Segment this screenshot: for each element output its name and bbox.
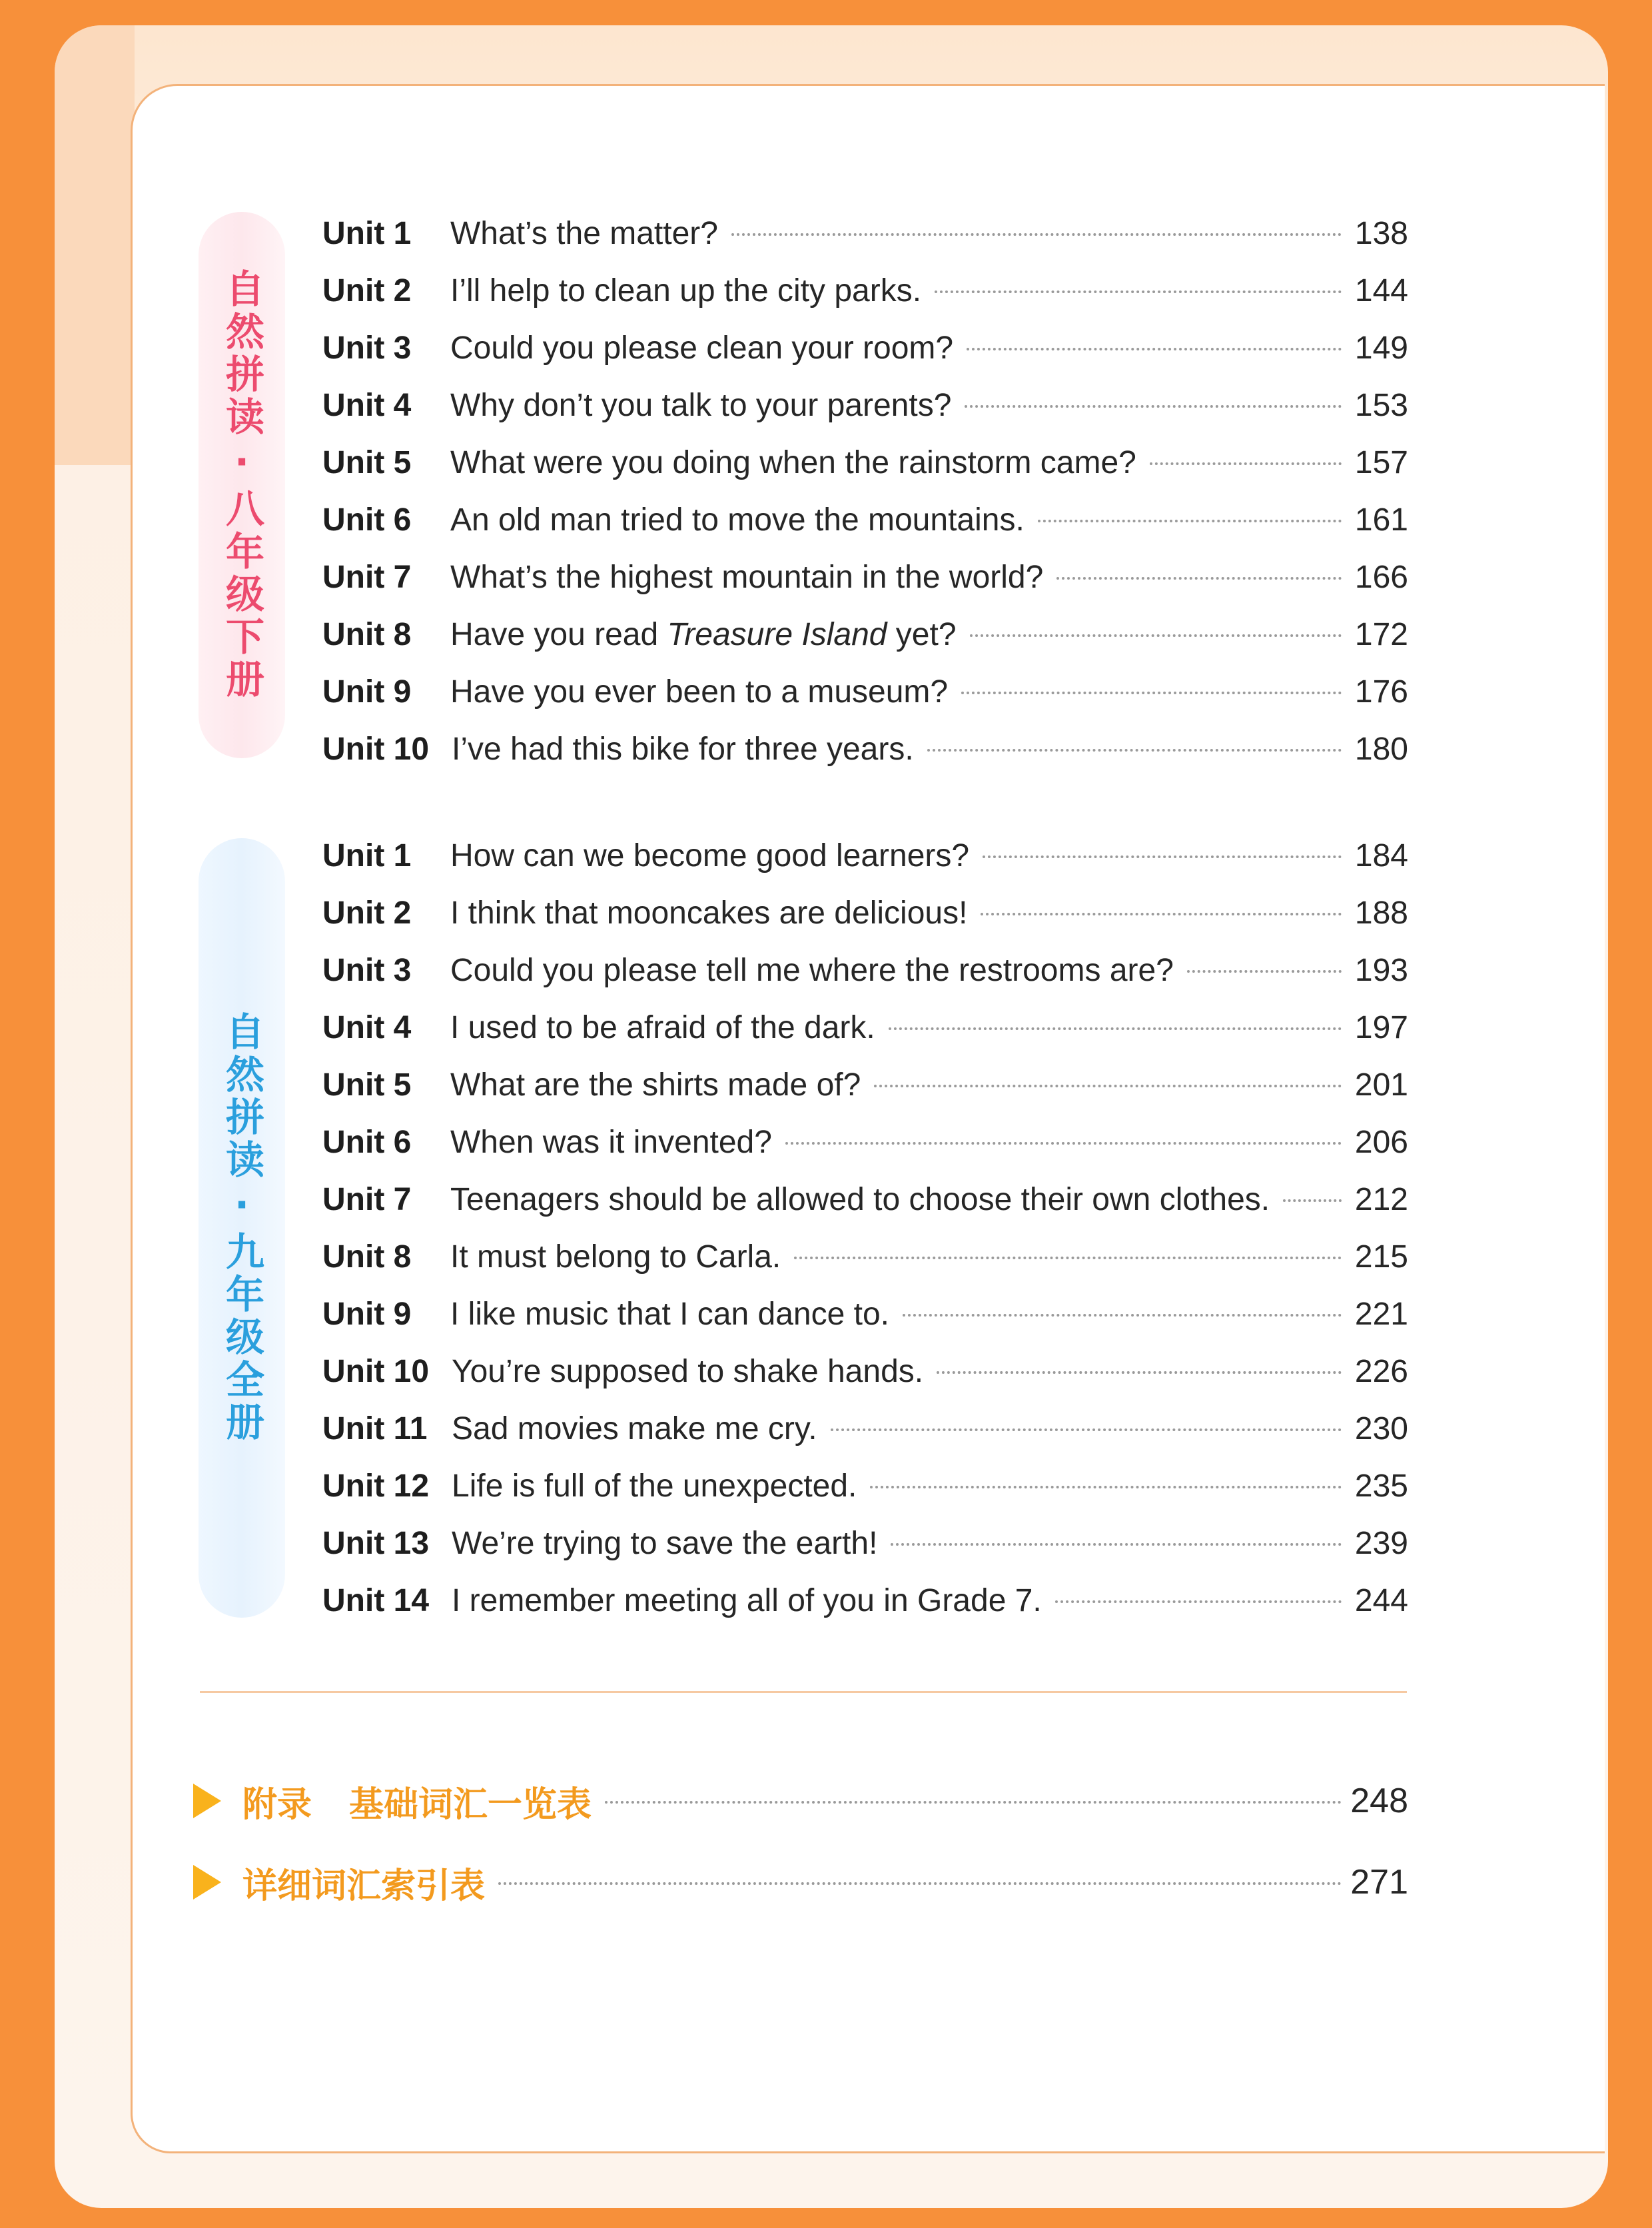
toc-entry-g8-unit1[interactable] [322,205,1408,261]
toc-entry-g8-unit8[interactable] [322,606,1408,662]
toc-entry-g8-unit7[interactable] [322,549,1408,605]
toc-entry-g9-unit13[interactable] [322,1515,1408,1571]
leader-dots [983,855,1342,858]
unit-title: Have you ever been to a museum? [450,674,949,710]
page-number: 166 [1354,559,1408,595]
leader-dots [605,1801,1342,1804]
section-label-grade9-text: 自然拼读·九年级全册 [219,1011,264,1444]
unit-number: Unit 13 [322,1525,430,1561]
leader-dots [1150,462,1342,465]
unit-number: Unit 5 [322,1067,412,1103]
leader-dots [1056,577,1342,580]
toc-entry-g9-unit3[interactable] [322,942,1408,998]
page-number: 138 [1354,215,1408,251]
toc-entry-g9-unit2[interactable] [322,885,1408,941]
leader-dots [937,1371,1342,1374]
index-title: 详细词汇索引表 [242,1866,486,1906]
unit-title: I’ll help to clean up the city parks. [450,273,922,308]
unit-title: How can we become good learners? [450,837,970,873]
page-number: 239 [1354,1525,1408,1561]
unit-number: Unit 9 [322,674,412,710]
page-number: 206 [1354,1124,1408,1160]
leader-dots [965,405,1342,408]
unit-title-pre: Have you read [450,616,667,652]
unit-number: Unit 6 [322,1124,412,1160]
toc-entry-g9-unit14[interactable] [322,1572,1408,1628]
page-number: 226 [1354,1353,1408,1389]
page-number: 230 [1354,1410,1408,1446]
toc-entry-g8-unit5[interactable] [322,434,1408,490]
unit-number: Unit 2 [322,273,412,308]
leader-dots [889,1027,1342,1030]
toc-entry-appendix[interactable] [193,1771,1408,1831]
unit-number: Unit 4 [322,387,412,423]
page-number: 172 [1354,616,1408,652]
unit-number: Unit 10 [322,731,430,767]
unit-number: Unit 4 [322,1009,412,1045]
toc-entry-g9-unit1[interactable] [322,828,1408,883]
leader-dots [1038,520,1342,522]
unit-title-post: yet? [887,616,957,652]
unit-title: You’re supposed to shake hands. [452,1353,924,1389]
page-number: 184 [1354,837,1408,873]
unit-title: I like music that I can dance to. [450,1296,889,1332]
page-number: 221 [1354,1296,1408,1332]
unit-title: What were you doing when the rainstorm came? [450,444,1136,480]
unit-number: Unit 6 [322,502,412,538]
toc-entry-g8-unit3[interactable] [322,320,1408,376]
toc-entry-g8-unit10[interactable] [322,721,1408,777]
unit-title: An old man tried to move the mountains. [450,502,1025,538]
page-number: 197 [1354,1009,1408,1045]
page-number: 176 [1354,674,1408,710]
leader-dots [1055,1600,1342,1603]
unit-number: Unit 2 [322,895,412,931]
toc-entry-g8-unit9[interactable] [322,664,1408,720]
unit-title: I think that mooncakes are delicious! [450,895,968,931]
leader-dots [981,913,1342,915]
unit-title: When was it invented? [450,1124,772,1160]
unit-title: It must belong to Carla. [450,1239,781,1275]
toc-entry-g9-unit10[interactable] [322,1343,1408,1399]
leader-dots [1283,1199,1342,1202]
page-number: 215 [1354,1239,1408,1275]
page-number: 161 [1354,502,1408,538]
unit-number: Unit 7 [322,559,412,595]
leader-dots [891,1543,1342,1546]
unit-number: Unit 12 [322,1468,430,1504]
unit-number: Unit 11 [322,1410,428,1446]
toc-entry-g9-unit6[interactable] [322,1114,1408,1170]
leader-dots [870,1486,1342,1488]
card-band [55,25,135,465]
play-triangle-icon [193,1784,221,1818]
unit-title: Could you please tell me where the restrooms are? [450,952,1174,988]
page-number: 144 [1354,273,1408,308]
page-number: 153 [1354,387,1408,423]
section-divider [200,1691,1407,1693]
leader-dots [498,1882,1342,1885]
page-number: 149 [1354,330,1408,366]
toc-entry-g8-unit6[interactable] [322,492,1408,548]
unit-number: Unit 3 [322,952,412,988]
page-number: 157 [1354,444,1408,480]
toc-entry-g9-unit9[interactable] [322,1286,1408,1342]
unit-title: What’s the matter? [450,215,718,251]
unit-number: Unit 7 [322,1181,412,1217]
unit-title: We’re trying to save the earth! [452,1525,878,1561]
page-number: 212 [1354,1181,1408,1217]
play-triangle-icon [193,1865,221,1900]
toc-entry-g9-unit12[interactable] [322,1458,1408,1514]
unit-title: I’ve had this bike for three years. [452,731,914,767]
section-label-grade9 [199,838,285,1618]
page-number: 271 [1350,1863,1408,1902]
toc-entry-g8-unit4[interactable] [322,377,1408,433]
page-number: 188 [1354,895,1408,931]
page-number: 180 [1354,731,1408,767]
unit-title: What’s the highest mountain in the world? [450,559,1044,595]
unit-title: Teenagers should be allowed to choose their own clothes. [450,1181,1270,1217]
appendix-title: 附录 [242,1784,312,1825]
unit-number: Unit 8 [322,616,412,652]
toc-entry-g8-unit2[interactable] [322,263,1408,318]
unit-title: Could you please clean your room? [450,330,954,366]
page-number: 193 [1354,952,1408,988]
leader-dots [831,1428,1342,1431]
unit-number: Unit 8 [322,1239,412,1275]
toc-entry-g9-unit11[interactable] [322,1400,1408,1456]
appendix-subtitle: 基础词汇一览表 [349,1784,592,1825]
section-label-grade8 [199,212,285,758]
page-number: 235 [1354,1468,1408,1504]
unit-number: Unit 5 [322,444,412,480]
unit-number: Unit 3 [322,330,412,366]
unit-title [450,616,957,653]
leader-dots [794,1257,1342,1259]
page-number: 248 [1350,1782,1408,1820]
toc-entry-g9-unit7[interactable] [322,1171,1408,1227]
leader-dots [1187,970,1342,973]
unit-title: Life is full of the unexpected. [452,1468,857,1504]
unit-title: I used to be afraid of the dark. [450,1009,875,1045]
unit-title: What are the shirts made of? [450,1067,861,1103]
leader-dots [927,749,1342,752]
leader-dots [970,634,1342,637]
leader-dots [935,290,1342,293]
leader-dots [903,1314,1342,1317]
section-label-grade8-text: 自然拼读·八年级下册 [219,269,264,702]
unit-title: I remember meeting all of you in Grade 7. [452,1582,1042,1618]
unit-number: Unit 1 [322,837,412,873]
page-number: 201 [1354,1067,1408,1103]
unit-title-italic: Treasure Island [667,616,887,652]
toc-entry-index[interactable] [193,1852,1408,1912]
toc-entry-g9-unit4[interactable] [322,999,1408,1055]
leader-dots [785,1142,1342,1145]
leader-dots [967,348,1342,350]
unit-number: Unit 1 [322,215,412,251]
unit-title: Sad movies make me cry. [452,1410,817,1446]
toc-entry-g9-unit8[interactable] [322,1229,1408,1285]
leader-dots [731,233,1342,236]
unit-title: Why don’t you talk to your parents? [450,387,952,423]
toc-entry-g9-unit5[interactable] [322,1057,1408,1113]
leader-dots [874,1085,1342,1087]
leader-dots [961,692,1342,694]
page-number: 244 [1354,1582,1408,1618]
unit-number: Unit 10 [322,1353,430,1389]
unit-number: Unit 9 [322,1296,412,1332]
unit-number: Unit 14 [322,1582,430,1618]
